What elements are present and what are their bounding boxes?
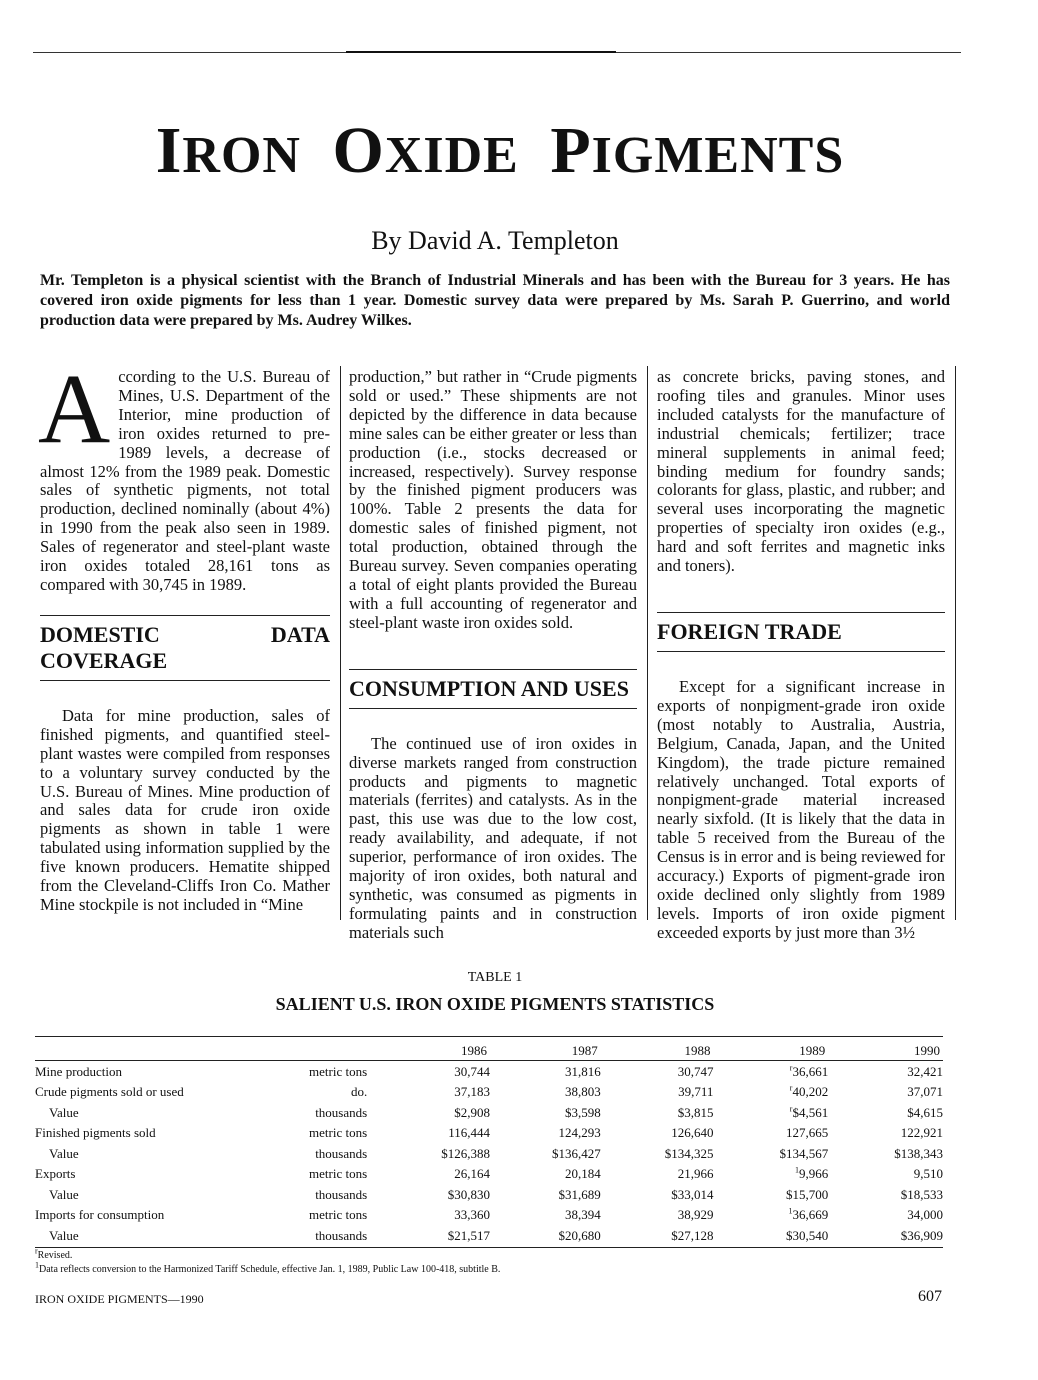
table-cell: 20,184 bbox=[564, 1166, 601, 1181]
salient-statistics-table bbox=[35, 1041, 943, 1246]
domestic-data-paragraph: Data for mine production, sales of finished pigments, and quantified steel-plant wastes were compiled from responses to a voluntary survey conducted by the U.S. Bureau of Mines. Mine production of and sales data for crude iron oxide pigments as shown in table 1 were tabulated using information supplied by the five known producers. Hematite shipped from the Cleveland-Cliffs Iron Co. Mather Mine stockpile is not included in “Mine bbox=[40, 705, 330, 914]
author-bio: Mr. Templeton is a physical scientist with the Branch of Industrial Minerals and has been with the Bureau for 3 years. He has covered iron oxide pigments for less than 1 year. Domestic survey data were prepared by Ms. Sarah P. Guerrino, and world production data were prepared by Ms. Audrey Wilkes. bbox=[40, 272, 950, 329]
year-header: 1989 bbox=[799, 1043, 826, 1058]
table-row bbox=[35, 1205, 943, 1226]
table-row bbox=[35, 1123, 943, 1144]
row-unit: thousands bbox=[315, 1104, 368, 1120]
table-row bbox=[35, 1062, 943, 1083]
row-unit: thousands bbox=[315, 1227, 368, 1243]
table-cell: $136,427 bbox=[551, 1145, 601, 1161]
table-cell: $30,830 bbox=[447, 1186, 490, 1202]
title-word-3: PIGMENTS bbox=[550, 114, 845, 187]
row-unit: thousands bbox=[315, 1186, 368, 1202]
table-cell: 37,183 bbox=[454, 1084, 490, 1099]
table-cell: $134,325 bbox=[664, 1145, 714, 1161]
heading-foreign-trade: FOREIGN TRADE bbox=[657, 612, 945, 652]
coverage-continued-paragraph: production,” but rather in “Crude pigments sold or used.” These shipments are not depicted by the difference in data because mine sales can be either greater or less than production (i.e., stocks decreased or increased, respectively). Survey response by the finished pigment producers was 100%. Table 2 presents the data for domestic sales of finished pigment, not total production, obtained through the Bureau survey. Seven companies operating a total of eight plants provided the Bureau with a full accounting of regenerator and steel-plant waste iron oxides sold. bbox=[349, 367, 637, 632]
table-cell: 37,071 bbox=[907, 1084, 943, 1099]
table-row bbox=[35, 1144, 943, 1165]
table-cell: $^1$36,669 bbox=[788, 1206, 829, 1222]
row-unit: do. bbox=[350, 1084, 368, 1099]
title-word-1: IRON bbox=[155, 114, 301, 187]
table-row bbox=[35, 1226, 943, 1247]
table-cell: $^1$9,966 bbox=[794, 1165, 829, 1181]
row-label: Crude pigments sold or used bbox=[35, 1084, 184, 1099]
heading-consumption-and-uses: CONSUMPTION AND USES bbox=[349, 669, 637, 709]
table-cell: $15,700 bbox=[785, 1186, 829, 1202]
year-header: 1988 bbox=[684, 1043, 711, 1058]
row-unit: metric tons bbox=[309, 1207, 368, 1222]
table-title: SALIENT U.S. IRON OXIDE PIGMENTS STATISTICS bbox=[275, 994, 715, 1014]
top-rule-accent bbox=[346, 51, 616, 53]
column-rule-1 bbox=[340, 366, 341, 920]
heading-domestic-data-coverage: DOMESTIC DATA COVERAGE bbox=[40, 615, 330, 681]
table-cell: $27,128 bbox=[671, 1227, 714, 1243]
column-rule-3 bbox=[955, 366, 956, 920]
table-header-row bbox=[35, 1041, 943, 1062]
row-label: Exports bbox=[35, 1166, 76, 1181]
table-cell: 127,665 bbox=[785, 1125, 829, 1140]
intro-paragraph: According to the U.S. Bureau of Mines, U.S. Department of the Interior, mine production of iron oxides returned to pre-1989 levels, a decrease of almost 12% from the 1989 peak. Domestic sales of synthetic pigments, not total production, declined nominally (about 4%) in 1990 from the peak also seen in 1989. Sales of regenerator and steel-plant waste iron oxides totaled 28,161 tons as compared with 30,745 in 1989. bbox=[38, 353, 330, 594]
table-cell: 34,000 bbox=[907, 1207, 943, 1222]
table-cell: $21,517 bbox=[447, 1227, 490, 1243]
table-cell: 9,510 bbox=[913, 1166, 943, 1181]
table-cell: $20,680 bbox=[558, 1227, 601, 1243]
row-label: Finished pigments sold bbox=[35, 1125, 156, 1140]
table-cell: 122,921 bbox=[900, 1125, 943, 1140]
row-unit: metric tons bbox=[309, 1125, 368, 1140]
table-cell: 26,164 bbox=[454, 1166, 490, 1181]
row-label: Value bbox=[49, 1104, 79, 1120]
row-label: Mine production bbox=[35, 1063, 123, 1079]
table-row bbox=[35, 1185, 943, 1206]
table-cell: 126,640 bbox=[671, 1125, 714, 1140]
row-unit: thousands bbox=[315, 1145, 368, 1161]
row-label: Value bbox=[49, 1145, 79, 1161]
row-label: Value bbox=[49, 1227, 79, 1243]
year-header: 1990 bbox=[914, 1043, 940, 1058]
table-cell: 38,394 bbox=[564, 1207, 601, 1222]
page-number: 607 bbox=[918, 1288, 942, 1305]
byline: By David A. Templeton bbox=[371, 226, 619, 255]
table-cell: $^r$40,202 bbox=[789, 1083, 829, 1099]
table-cell: $18,533 bbox=[900, 1186, 943, 1202]
column-2 bbox=[349, 368, 637, 943]
uses-continued-paragraph: as concrete bricks, paving stones, and roofing tiles and granules. Minor uses included catalysts for the manufacture of industrial chemicals; fertilizer; trace mineral supplements in animal feed; binding medium for foundry sands; colorants for glass, plastic, and rubber; and several uses incorporating the magnetic properties of specialty iron oxides (e.g., hard and soft ferrites and magnetic inks and toners). bbox=[657, 367, 945, 576]
row-unit: metric tons bbox=[309, 1063, 368, 1079]
row-label: Value bbox=[49, 1186, 79, 1202]
table-cell: $3,598 bbox=[564, 1104, 601, 1120]
table-cell: 21,966 bbox=[677, 1166, 714, 1181]
table-cell: $30,540 bbox=[785, 1227, 829, 1243]
table-cell: 30,744 bbox=[454, 1063, 490, 1079]
row-unit: metric tons bbox=[309, 1166, 368, 1181]
column-3 bbox=[657, 368, 945, 943]
article-title bbox=[0, 114, 1000, 187]
table-top-rule bbox=[35, 1036, 943, 1037]
table-cell: 116,444 bbox=[448, 1125, 490, 1140]
table-cell: $^r$36,661 bbox=[789, 1063, 829, 1079]
running-title: IRON OXIDE PIGMENTS—1990 bbox=[35, 1292, 204, 1306]
table-cell: 30,747 bbox=[677, 1063, 714, 1079]
footnote-1: $^1$Data reflects conversion to the Harmonized Tariff Schedule, effective Jan. 1, 1989, Public Law 100-418, subtitle B. bbox=[35, 1260, 501, 1275]
table-cell: $^r$\$4,561 bbox=[789, 1104, 829, 1120]
table-row bbox=[35, 1103, 943, 1124]
row-label: Imports for consumption bbox=[35, 1207, 165, 1222]
year-header: 1986 bbox=[460, 1043, 487, 1058]
table-cell: $31,689 bbox=[558, 1186, 601, 1202]
foreign-trade-paragraph: Except for a significant increase in exports of nonpigment-grade iron oxide (most notably to Australia, Austria, Belgium, Canada, Japan, and the United Kingdom), the trade picture remained relatively unchanged. Total exports of nonpigment-grade material increased nearly sixfold. (It is likely that the data in table 5 received from the Bureau of the Census is in error and is being reviewed for accuracy.) Exports of pigment-grade iron oxide declined only slightly from 1989 levels. Imports of iron oxide pigment exceeded exports by just more than 3½ bbox=[657, 676, 945, 942]
table-cell: 31,816 bbox=[564, 1063, 601, 1079]
table-cell: $2,908 bbox=[454, 1104, 490, 1120]
footnote-revised: $^r$Revised. bbox=[35, 1246, 73, 1261]
table-cell: $126,388 bbox=[441, 1145, 490, 1161]
table-number: TABLE 1 bbox=[467, 970, 523, 985]
column-rule-2 bbox=[647, 366, 648, 920]
table-cell: $138,343 bbox=[894, 1145, 943, 1161]
title-word-2: OXIDE bbox=[332, 114, 519, 187]
table-row bbox=[35, 1164, 943, 1185]
year-header: 1987 bbox=[571, 1043, 598, 1058]
table-cell: $3,815 bbox=[677, 1104, 714, 1120]
table-cell: 38,803 bbox=[564, 1084, 601, 1099]
table-cell: $134,567 bbox=[779, 1145, 829, 1161]
table-cell: 33,360 bbox=[454, 1207, 490, 1222]
consumption-paragraph: The continued use of iron oxides in diverse markets ranged from construction products and pigments to magnetic materials (ferrites) and catalysts. As in the past, this use was due to the low cost, ready availability, and adequate, if not superior, performance of iron oxides. The majority of iron oxides, both natural and synthetic, was consumed as pigments in formulating paints and in construction materials such bbox=[349, 733, 637, 942]
table-cell: 124,293 bbox=[558, 1125, 601, 1140]
table-bottom-rule bbox=[35, 1247, 943, 1248]
table-cell: 38,929 bbox=[677, 1207, 714, 1222]
table-cell: $33,014 bbox=[671, 1186, 714, 1202]
table-cell: $4,615 bbox=[907, 1104, 943, 1120]
table-cell: 39,711 bbox=[678, 1084, 714, 1099]
table-cell: 32,421 bbox=[907, 1063, 943, 1079]
table-cell: $36,909 bbox=[900, 1227, 943, 1243]
table-row bbox=[35, 1082, 943, 1103]
drop-cap: A bbox=[38, 353, 111, 464]
column-1 bbox=[38, 353, 330, 915]
